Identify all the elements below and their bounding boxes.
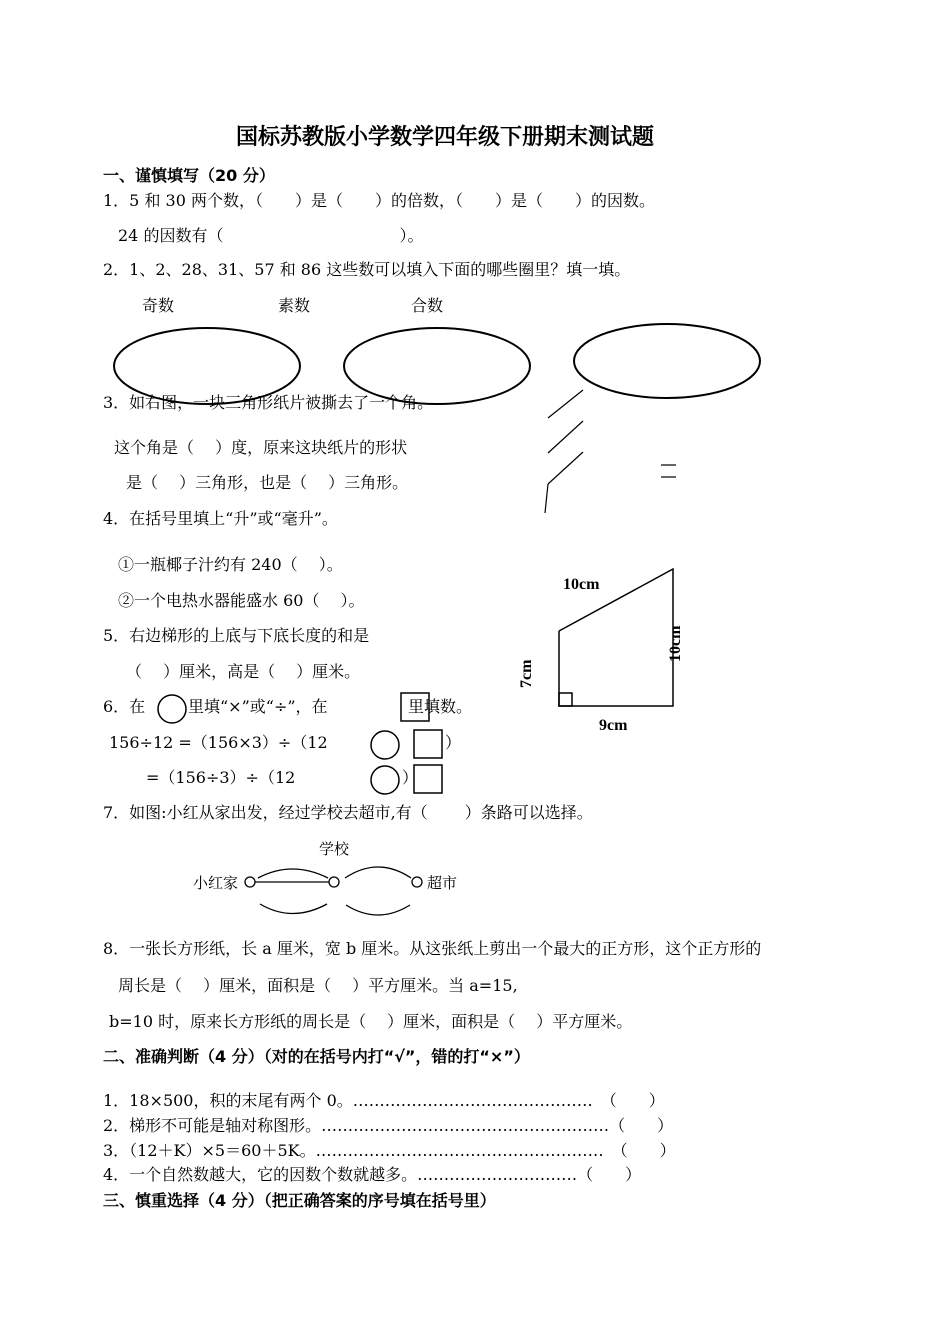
prime-number-circle	[344, 328, 530, 404]
trapezoid-top-label: 10cm	[563, 576, 600, 593]
number-box-icon	[414, 765, 442, 793]
section-heading-2: 二、准确判断（4 分）（对的在括号内打“√”，错的打“×”）	[103, 1047, 530, 1066]
question-6-part-b: 里填“×”或“÷”，在	[188, 697, 328, 716]
question-6-equation-1: 156÷12 =（156×3）÷（12	[109, 733, 328, 752]
label-composite: 合数	[411, 296, 444, 315]
question-1-line-1: 1．5 和 30 两个数，（ ）是（ ）的倍数，（ ）是（ ）的因数。	[103, 191, 655, 210]
question-6-blanks	[158, 693, 442, 794]
question-6-part-c: 里填数。	[408, 697, 473, 716]
trapezoid-figure	[559, 569, 673, 706]
trapezoid-left-label: 7cm	[518, 659, 535, 688]
question-4-item-2: ②一个电热水器能盛水 60（ ）。	[118, 591, 365, 610]
route-diagram	[245, 867, 422, 915]
odd-number-circle	[114, 328, 300, 404]
question-3-line-1: 3．如右图，一块三角形纸片被撕去了一个角。	[103, 393, 434, 412]
question-5-line-2: （ ）厘米，高是（ ）厘米。	[126, 662, 361, 681]
question-6-equation-1-end: ）	[445, 733, 462, 752]
question-3-line-3: 是（ ）三角形，也是（ ）三角形。	[126, 473, 409, 492]
question-3-line-2: 这个角是（ ）度，原来这块纸片的形状	[114, 438, 408, 457]
number-box-icon	[401, 693, 429, 721]
judgement-item-3: 3．（12＋K）×5＝60＋5K。……………………………………………… （ ）	[103, 1141, 676, 1160]
question-2-text: 2．1、2、28、31、57 和 86 这些数可以填入下面的哪些圈里？填一填。	[103, 260, 631, 279]
operator-circle-icon	[158, 695, 186, 723]
torn-triangle-figure	[545, 390, 676, 513]
label-school: 学校	[319, 840, 350, 858]
question-4-item-1: ①一瓶椰子汁约有 240（ ）。	[118, 555, 343, 574]
question-4-text: 4．在括号里填上“升”或“毫升”。	[103, 509, 338, 528]
judgement-item-4: 4．一个自然数越大，它的因数个数就越多。…………………………（ ）	[103, 1165, 642, 1184]
label-prime: 素数	[278, 296, 311, 315]
question-8-line-2: 周长是（ ）厘米，面积是（ ）平方厘米。当 a=15,	[118, 976, 518, 995]
label-odd: 奇数	[142, 296, 175, 315]
question-5-line-1: 5．右边梯形的上底与下底长度的和是	[103, 626, 370, 645]
question-6-equation-2: =（156÷3）÷（12	[146, 768, 296, 787]
section-heading-3: 三、慎重选择（4 分）（把正确答案的序号填在括号里）	[103, 1191, 496, 1210]
question-7-text: 7．如图:小红从家出发，经过学校去超市,有（ ）条路可以选择。	[103, 803, 593, 822]
trapezoid-bottom-label: 9cm	[599, 717, 628, 734]
operator-circle-icon	[371, 766, 399, 794]
judgement-item-1: 1．18×500，积的末尾有两个 0。……………………………………… （ ）	[103, 1091, 665, 1110]
question-6-part-a: 6．在	[103, 697, 146, 716]
trapezoid-right-label: 10cm	[667, 625, 684, 662]
composite-number-circle	[574, 324, 760, 398]
question-8-line-3: b=10 时，原来长方形纸的周长是（ ）厘米，面积是（ ）平方厘米。	[109, 1012, 633, 1031]
label-market: 超市	[427, 874, 458, 892]
judgement-item-2: 2．梯形不可能是轴对称图形。………………………………………………（ ）	[103, 1116, 674, 1135]
label-home: 小红家	[193, 874, 239, 892]
operator-circle-icon	[371, 731, 399, 759]
section-heading-1: 一、谨慎填写（20 分）	[103, 166, 275, 185]
question-8-line-1: 8．一张长方形纸，长 a 厘米，宽 b 厘米。从这张纸上剪出一个最大的正方形，这个正方形的	[103, 939, 762, 958]
number-box-icon	[414, 730, 442, 758]
page-title: 国标苏教版小学数学四年级下册期末测试题	[236, 125, 655, 150]
question-1-line-2: 24 的因数有（ ）。	[118, 226, 424, 245]
question-6-equation-2-end: ）	[402, 768, 419, 787]
